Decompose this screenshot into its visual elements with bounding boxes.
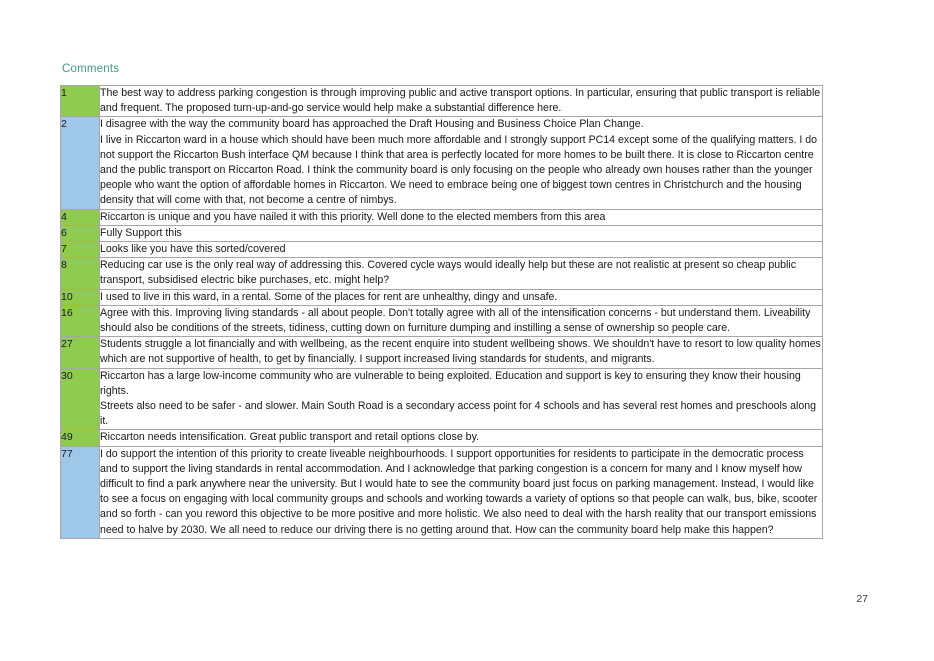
comment-text-cell (100, 305, 823, 336)
comment-id-cell: 4 (61, 209, 100, 225)
table-row (61, 368, 823, 430)
comment-text-cell (100, 337, 823, 368)
comment-paragraph: Riccarton needs intensification. Great public transport and retail options close by. (100, 431, 480, 444)
comment-id-cell: 2 (61, 117, 100, 209)
page-number: 27 (856, 593, 868, 605)
comment-id-cell: 77 (61, 446, 100, 538)
comment-text-cell (100, 242, 823, 258)
section-heading-comments: Comments (62, 63, 120, 75)
page-content (60, 62, 824, 539)
table-row (61, 86, 823, 117)
comment-paragraph: Riccarton has a large low-income community who are vulnerable to being exploited. Education and support is key to ensuring they know their housing rights. (100, 369, 801, 397)
comments-table-body (61, 86, 823, 539)
comment-text-cell (100, 86, 823, 117)
table-row (61, 209, 823, 225)
comment-id-cell: 10 (61, 289, 100, 305)
table-row (61, 430, 823, 446)
comment-id-cell: 27 (61, 337, 100, 368)
comment-text-cell (100, 368, 823, 430)
comment-paragraph: I live in Riccarton ward in a house which should have been much more affordable and I strongly support PC14 except some of the qualifying matters. I do not support the Riccarton Bush interface QM because I think that area is perfectly located for more homes to be built there. It is close to Riccarton centre and the public transport on Riccarton Road. I think the community board is only focusing on the people who already own houses rather than the younger people who want the option of affordable homes in Riccarton. We need to embrace being one of biggest town centres in Christchurch and the housing density that will come with that, not become a centre of nimbys. (100, 133, 818, 207)
comment-text-cell (100, 117, 823, 209)
comment-text-cell (100, 289, 823, 305)
comment-paragraph: Reducing car use is the only real way of addressing this. Covered cycle ways would ideally help but these are not realistic at present so cheap public transport, subsidised electric bike purchases, etc. might help? (100, 259, 797, 287)
comments-table (60, 85, 823, 539)
comment-id-cell: 6 (61, 225, 100, 241)
comment-text-cell (100, 430, 823, 446)
table-row (61, 258, 823, 289)
comment-paragraph: Streets also need to be safer - and slower. Main South Road is a secondary access point for 4 schools and has several rest homes and preschools along it. (100, 400, 817, 428)
table-row (61, 117, 823, 209)
comment-paragraph: Riccarton is unique and you have nailed it with this priority. Well done to the elected members from this area (100, 210, 606, 223)
comment-id-cell: 30 (61, 368, 100, 430)
comment-paragraph: Fully Support this (100, 226, 182, 239)
comment-text-cell (100, 446, 823, 538)
comment-id-cell: 8 (61, 258, 100, 289)
comment-paragraph: I do support the intention of this priority to create liveable neighbourhoods. I support opportunities for residents to participate in the democratic process and to support the living standards in rental accommodation. And I acknowledge that parking congestion is a concern for many and I know myself how difficult to find a park anywhere near the university. But I would hate to see the community board just focus on parking management. Instead, I would like to see a focus on engaging with local community groups and schools and working towards a variety of options so that people can walk, bus, bike, scooter and so forth - can you reword this objective to be more positive and more holistic. We also need to deal with the harsh reality that our transport emissions need to halve by 2030. We all need to reduce our driving there is no getting around that. How can the community board help make this happen? (100, 447, 818, 536)
comment-id-cell: 1 (61, 86, 100, 117)
comment-paragraph: Looks like you have this sorted/covered (100, 243, 286, 256)
comment-id-cell: 7 (61, 242, 100, 258)
table-row (61, 225, 823, 241)
comment-paragraph: I used to live in this ward, in a rental. Some of the places for rent are unhealthy, dingy and unsafe. (100, 290, 558, 303)
table-row (61, 242, 823, 258)
table-row (61, 337, 823, 368)
comment-id-cell: 16 (61, 305, 100, 336)
comment-text-cell (100, 209, 823, 225)
comment-paragraph: Students struggle a lot financially and with wellbeing, as the recent enquire into student wellbeing shows. We shouldn't have to resort to low quality homes which are not supportive of health, to get by financially. I support increased living standards for students, and migrants. (100, 338, 821, 366)
comment-text-cell (100, 225, 823, 241)
comment-id-cell: 49 (61, 430, 100, 446)
table-row (61, 305, 823, 336)
table-row (61, 289, 823, 305)
table-row (61, 446, 823, 538)
comment-paragraph: I disagree with the way the community board has approached the Draft Housing and Business Choice Plan Change. (100, 118, 644, 131)
comment-paragraph: Agree with this. Improving living standards - all about people. Don't totally agree with all of the intensification concerns - but understand them. Liveability should also be conditions of the streets, tidiness, cutting down on furniture dumping and instilling a sense of ownership so people care. (100, 306, 811, 335)
comment-paragraph: The best way to address parking congestion is through improving public and active transport options. In particular, ensuring that public transport is reliable and frequent. The proposed turn-up-and-go service would help make a substantial difference here. (100, 87, 821, 115)
comment-text-cell (100, 258, 823, 289)
